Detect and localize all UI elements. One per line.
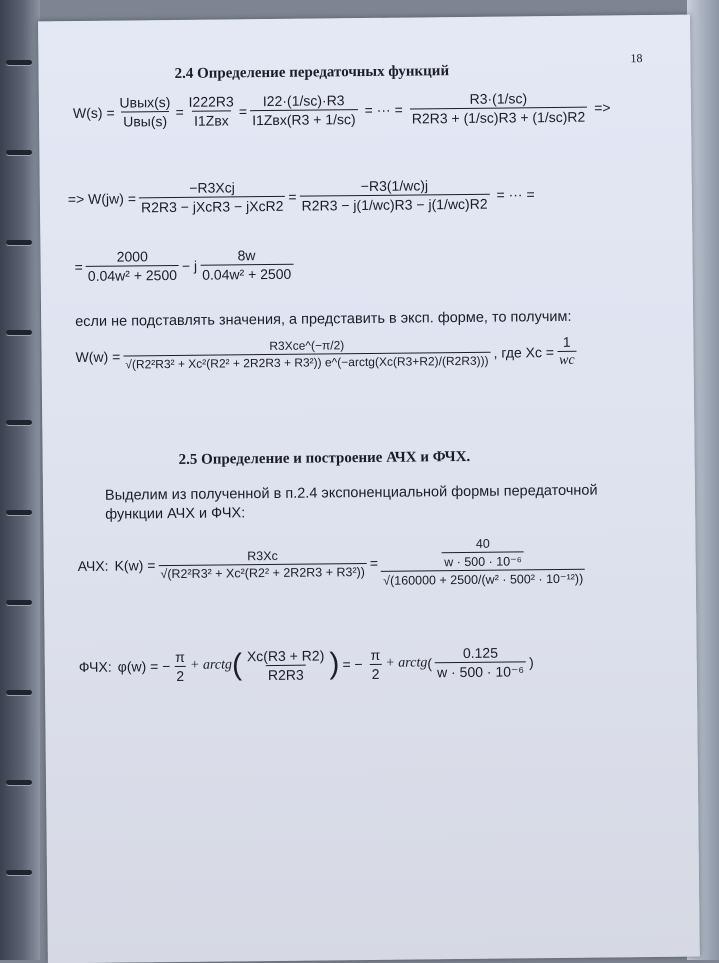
fraction — [299, 177, 489, 214]
binder-ring — [6, 60, 32, 65]
binder-ring — [6, 150, 32, 155]
denominator: I1Zвх(R3 + 1/sc) — [250, 109, 358, 128]
denominator: R2R3 — [266, 664, 306, 682]
fraction — [245, 647, 327, 683]
fraction — [557, 334, 577, 369]
equation-ws — [73, 89, 611, 130]
equation-ach — [77, 536, 588, 591]
paragraph-intro-line2: функции АЧХ и ФЧХ: — [105, 505, 246, 523]
binder-ring — [6, 420, 32, 425]
fraction — [410, 90, 588, 127]
numerator: 40 — [475, 536, 490, 551]
section-title-2-4: 2.4 Определение передаточных функций — [174, 63, 450, 82]
ach-lhs: K(w) = — [114, 557, 156, 574]
numerator: 0.125 — [462, 644, 499, 661]
ach-label: АЧХ: — [77, 557, 109, 575]
denominator: w · 500 · 10⁻⁶ — [442, 551, 524, 569]
numerator: 2000 — [116, 248, 148, 265]
ellipsis: = ··· = — [364, 101, 403, 118]
fraction — [187, 93, 237, 129]
binder-ring — [6, 330, 32, 335]
fch-label: ФЧХ: — [78, 658, 112, 676]
equals-minus: = − — [342, 656, 363, 673]
denominator: 0.04w² + 2500 — [200, 264, 293, 283]
denominator: w · 500 · 10⁻⁶ — [435, 661, 526, 681]
paren-left: ( — [231, 648, 243, 682]
arctg-function: + arctg — [189, 657, 233, 673]
binder-ring — [6, 780, 32, 785]
numerator: R3·(1/sc) — [469, 90, 528, 107]
numerator: Uвых(s) — [119, 94, 171, 111]
fraction — [435, 644, 526, 681]
wjw-lhs: => W(jw) = — [67, 189, 137, 207]
fraction — [86, 248, 179, 284]
arctg-function: + arctg — [385, 655, 428, 671]
denominator: 2 — [174, 665, 186, 683]
fraction — [250, 92, 358, 128]
denominator: I1Zвх — [192, 110, 231, 128]
fraction — [173, 648, 187, 683]
denominator: wc — [557, 351, 577, 369]
paren-right: ) — [528, 654, 534, 671]
ellipsis: = ··· = — [496, 185, 535, 203]
denominator: √(R2²R3² + Xc²(R2² + 2R2R3 + R3²)) e^(−arctg(Xc(R3+R2)/(R2R3))) — [123, 352, 490, 372]
fraction — [200, 247, 293, 283]
fch-lhs: φ(w) = − — [117, 658, 171, 675]
section-title-2-5: 2.5 Определение и построение АЧХ и ФЧХ. — [178, 448, 471, 468]
binder-ring — [6, 240, 32, 245]
minus-j: − j — [181, 257, 198, 274]
numerator: −R3Xcj — [189, 179, 235, 196]
numerator: 1 — [562, 333, 571, 350]
numerator: I222R3 — [188, 93, 234, 110]
denominator: √(160000 + 2500/(w² · 500² · 10⁻¹²)) — [381, 569, 585, 588]
fraction — [158, 548, 367, 581]
denominator: 2 — [370, 663, 382, 681]
binder-spine — [0, 0, 40, 960]
denominator: 0.04w² + 2500 — [86, 265, 179, 284]
fraction — [381, 536, 586, 588]
equation-fch — [79, 644, 534, 685]
binder-ring — [6, 690, 32, 695]
ws-lhs: W(s) = — [72, 104, 115, 121]
implies-arrow: => — [594, 98, 611, 116]
numerator — [437, 536, 529, 570]
equals-sign: = — [74, 258, 83, 275]
equals-sign: = — [175, 103, 184, 120]
equals-sign: = — [369, 554, 379, 571]
denominator: R2R3 − jXcR3 − jXcR2 — [139, 196, 286, 216]
denominator: √(R2²R3² + Xc²(R2² + 2R2R3 + R3²)) — [158, 563, 367, 581]
equation-wjw — [68, 176, 535, 216]
document-page — [38, 15, 700, 963]
equation-exp-form — [75, 334, 579, 374]
equals-sign: = — [238, 102, 248, 119]
equals-sign: = — [288, 188, 297, 205]
denominator: Uвы(s) — [121, 111, 169, 130]
denominator: R2R3 − j(1/wc)R3 − j(1/wc)R2 — [300, 194, 490, 214]
numerator: 8w — [237, 247, 256, 264]
fraction — [139, 179, 286, 216]
numerator: π — [175, 648, 185, 665]
denominator: R2R3 + (1/sc)R3 + (1/sc)R2 — [410, 107, 588, 127]
paragraph-intro-line1: Выделим из полученной в п.2.4 экспоненциальной формы передаточной — [104, 482, 598, 504]
numerator: I22·(1/sc)·R3 — [262, 92, 345, 110]
numerator: R3Xc — [247, 548, 278, 563]
paren-right: ) — [329, 647, 340, 681]
fraction — [442, 536, 524, 569]
fraction — [123, 337, 491, 372]
paragraph-exp-form: если не подставлять значения, а представить в эксп. форме, то получим: — [75, 308, 572, 331]
exp-lhs: W(w) = — [75, 348, 121, 365]
binder-ring — [6, 600, 32, 605]
page-number: 18 — [630, 51, 643, 66]
fraction — [368, 646, 382, 681]
fraction — [117, 94, 172, 130]
binder-ring — [6, 510, 32, 515]
numerator: π — [370, 646, 381, 663]
where-clause: , где Xc = — [493, 343, 555, 361]
numerator: R3Xce^(−π/2) — [269, 338, 345, 354]
binder-ring — [6, 870, 32, 875]
numerator: Xc(R3 + R2) — [246, 646, 325, 664]
paren-left: ( — [427, 655, 433, 672]
equation-result — [74, 247, 296, 284]
numerator: −R3(1/wc)j — [360, 177, 429, 195]
